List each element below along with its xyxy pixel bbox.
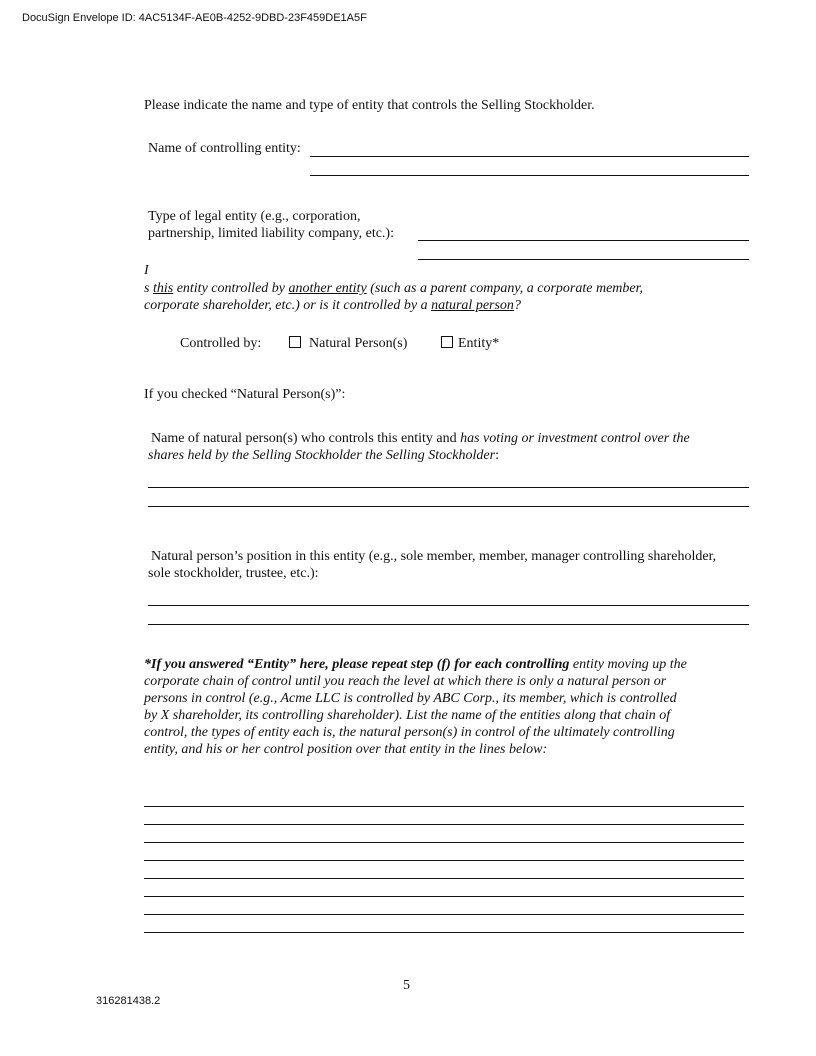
document-number: 316281438.2: [96, 995, 161, 1007]
natural-person-option[interactable]: [289, 335, 407, 352]
natural-person-option-label: Natural Person(s): [309, 336, 408, 351]
entity-note-line-4: by X shareholder, its controlling shareholder). List the name of the entities along that chain of: [144, 708, 671, 723]
entity-note-bold: *If you answered “Entity” here, please repeat step (f) for each controlling: [144, 657, 570, 672]
answer-line-2[interactable]: [144, 824, 744, 825]
question-another-entity: another entity: [288, 281, 367, 296]
entity-note-after-bold: entity moving up the: [569, 657, 687, 672]
natural-position-label-1: Natural person’s position in this entity (e.g., sole member, member, manager controlling shareholder,: [151, 549, 717, 564]
envelope-id: DocuSign Envelope ID: 4AC5134F-AE0B-4252-9DBD-23F459DE1A5F: [22, 12, 367, 24]
answer-line-4[interactable]: [144, 860, 744, 861]
name-field-line-2[interactable]: [310, 175, 749, 176]
natural-name-label-italic-2: shares held by the Selling Stockholder the Selling Stockholder: [148, 448, 496, 463]
question-line-2: [144, 297, 521, 314]
answer-line-7[interactable]: [144, 914, 744, 915]
answer-line-8[interactable]: [144, 932, 744, 933]
entity-note-line-5: control, the types of entity each is, the natural person(s) in control of the ultimately controlling: [144, 725, 675, 740]
natural-name-line-1[interactable]: [148, 487, 749, 488]
intro-text: Please indicate the name and type of entity that controls the Selling Stockholder.: [144, 98, 595, 113]
type-field-label-2: partnership, limited liability company, etc.):: [148, 226, 394, 241]
question-line2-text: corporate shareholder, etc.) or is it controlled by a: [144, 298, 432, 313]
answer-line-6[interactable]: [144, 896, 744, 897]
natural-name-label-line-2: [148, 447, 499, 464]
type-field-label-1: Type of legal entity (e.g., corporation,: [148, 209, 361, 224]
entity-note-line-1: [144, 656, 687, 673]
entity-option-label: Entity*: [458, 336, 500, 351]
natural-name-label-italic: has voting or investment control over the: [460, 431, 690, 446]
question-dropcap: I: [144, 263, 149, 278]
natural-name-line-2[interactable]: [148, 506, 749, 507]
question-line-1: [144, 280, 643, 297]
question-mid1: entity controlled by: [173, 281, 289, 296]
answer-line-5[interactable]: [144, 878, 744, 879]
type-field-line-1[interactable]: [418, 240, 749, 241]
natural-name-label-plain: Name of natural person(s) who controls this entity and: [151, 431, 461, 446]
question-natural-person: natural person: [431, 298, 514, 313]
natural-position-line-2[interactable]: [148, 624, 749, 625]
natural-person-checkbox[interactable]: [289, 336, 301, 348]
question-mid2: (such as a parent company, a corporate member,: [366, 281, 644, 296]
page-number: 5: [403, 978, 410, 993]
controlled-by-label: Controlled by:: [180, 336, 262, 351]
entity-note-line-2: corporate chain of control until you reach the level at which there is only a natural person or: [144, 674, 667, 689]
natural-position-label-2: sole stockholder, trustee, etc.):: [148, 566, 319, 581]
name-field-label: Name of controlling entity:: [148, 141, 301, 156]
answer-line-1[interactable]: [144, 806, 744, 807]
natural-section-heading: If you checked “Natural Person(s)”:: [144, 387, 346, 402]
entity-checkbox[interactable]: [441, 336, 453, 348]
entity-note-line-6: entity, and his or her control position over that entity in the lines below:: [144, 742, 548, 757]
type-field-line-2[interactable]: [418, 259, 749, 260]
question-this: this: [152, 281, 174, 296]
answer-line-3[interactable]: [144, 842, 744, 843]
natural-position-line-1[interactable]: [148, 605, 749, 606]
question-end: ?: [513, 298, 521, 313]
question-prefix: s: [144, 281, 153, 296]
entity-note-line-3: persons in control (e.g., Acme LLC is controlled by ABC Corp., its member, which is controlled: [144, 691, 677, 706]
name-field-line-1[interactable]: [310, 156, 749, 157]
natural-name-label-end: :: [495, 448, 499, 463]
natural-name-label-line-1: [151, 430, 690, 447]
entity-option[interactable]: [441, 335, 499, 352]
